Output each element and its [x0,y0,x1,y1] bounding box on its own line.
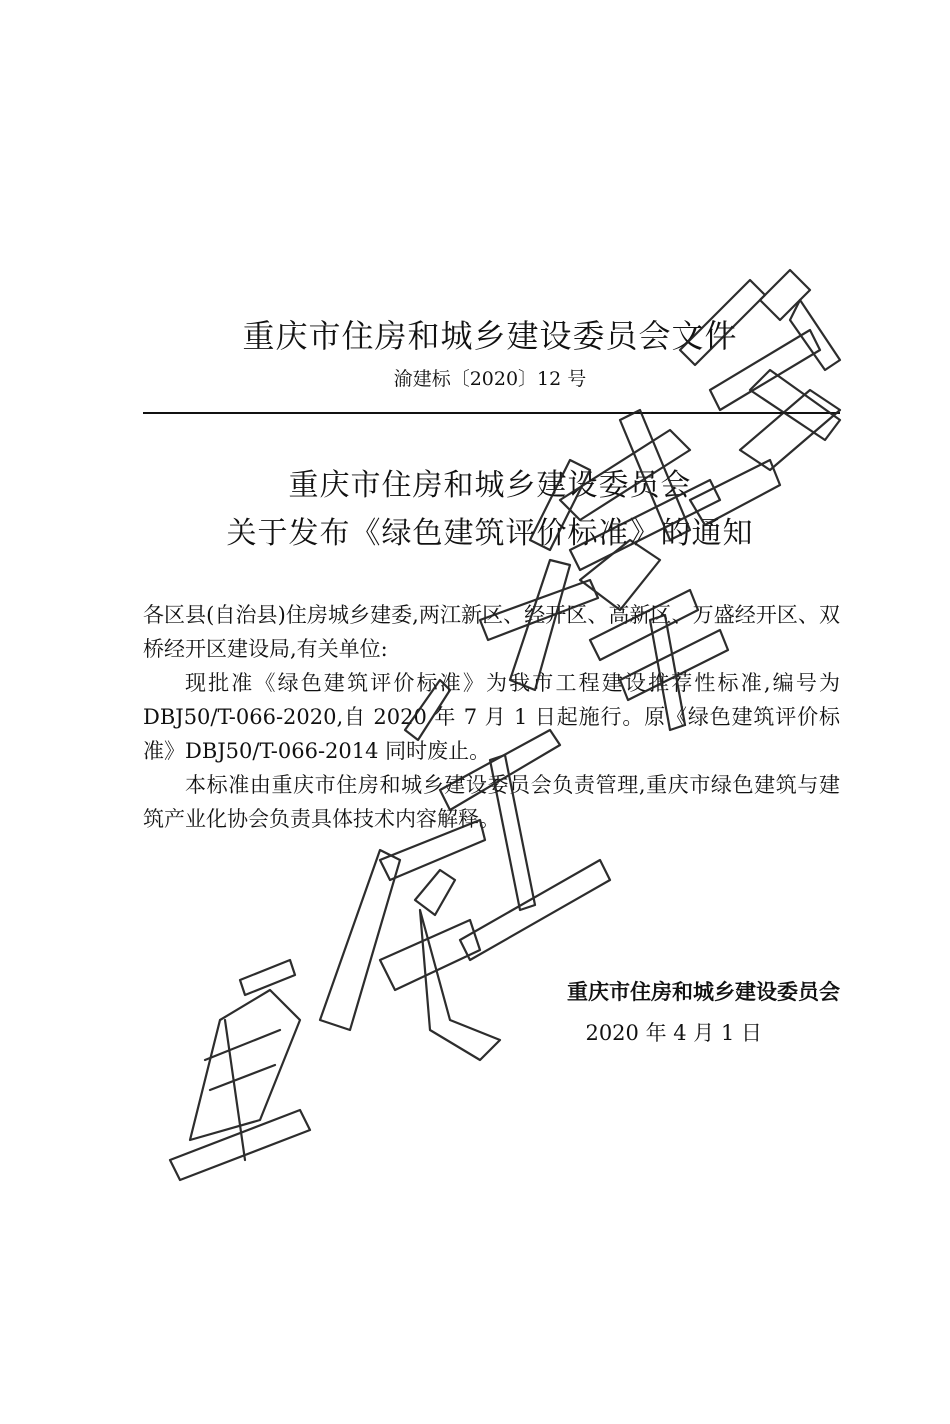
body-paragraph-2: 本标准由重庆市住房和城乡建设委员会负责管理,重庆市绿色建筑与建筑产业化协会负责具体技术内容解释。 [143,773,840,831]
notice-title-line2: 关于发布《绿色建筑评价标准》的通知 [226,516,754,551]
signature-org: 重庆市住房和城乡建设委员会 [567,979,840,1004]
notice-body [143,598,840,836]
notice-title-line1: 重庆市住房和城乡建设委员会 [288,468,692,503]
signature-date: 2020 年 4 月 1 日 [585,1021,762,1045]
issuer-header: 重庆市住房和城乡建设委员会文件 [242,317,738,355]
header-divider [143,412,840,414]
body-paragraph-1: 现批准《绿色建筑评价标准》为我市工程建设推荐性标准,编号为 DBJ50/T-066-2020,自 2020 年 7 月 1 日起施行。原《绿色建筑评价标准》DBJ50/T-066-2014 同时废止。 [143,671,840,763]
document-number: 渝建标〔2020〕12 号 [393,368,587,390]
salutation: 各区县(自治县)住房城乡建委,两江新区、经开区、高新区、万盛经开区、双桥经开区建设局,有关单位: [143,603,840,661]
